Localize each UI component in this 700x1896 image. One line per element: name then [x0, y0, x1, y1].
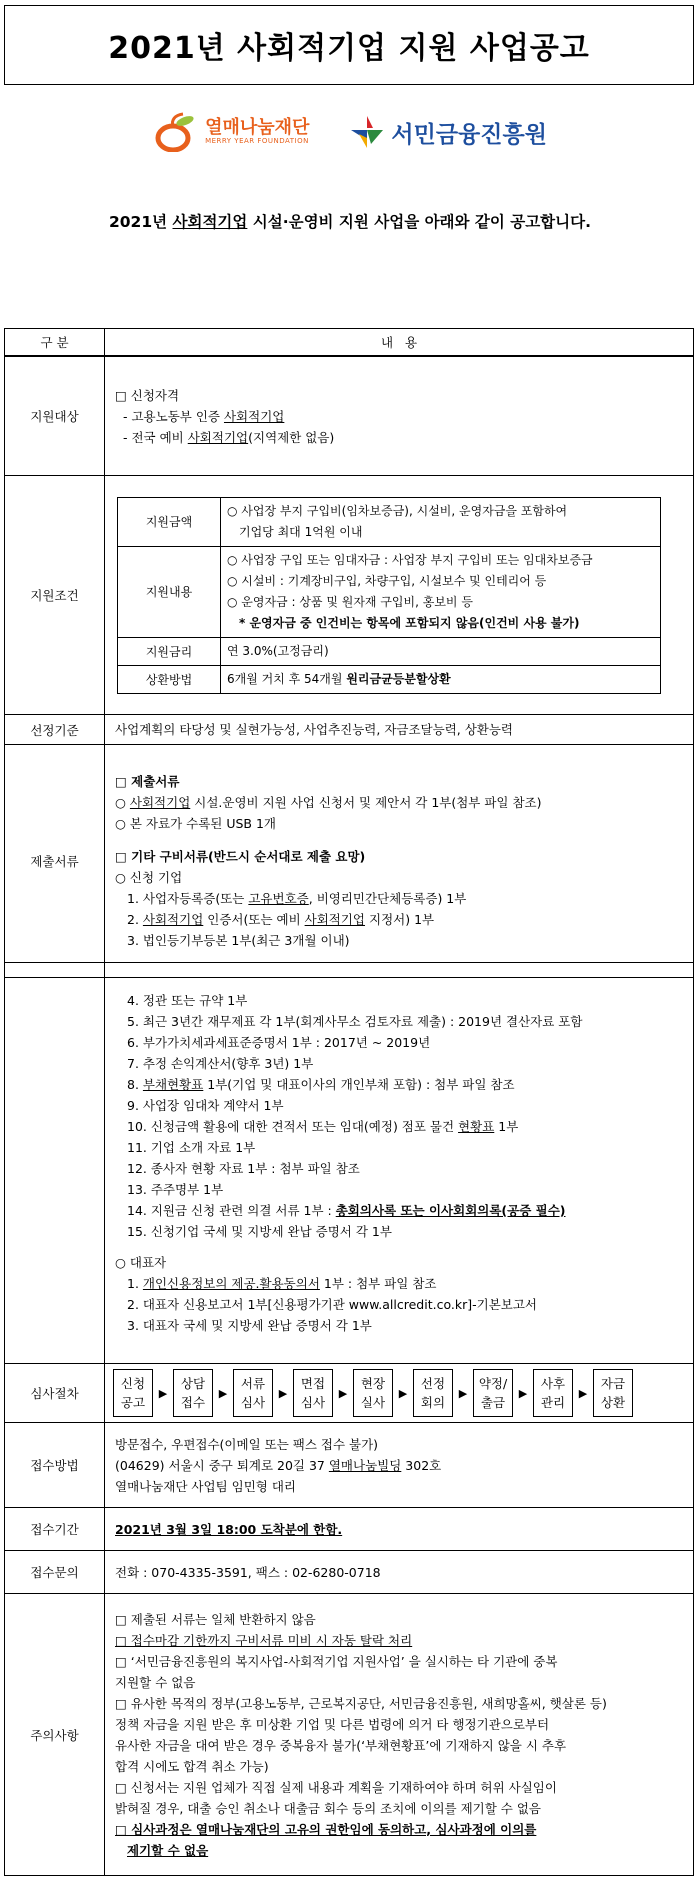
org2-name: 서민금융진흥원: [391, 121, 547, 148]
intro-sentence: 2021년 사회적기업 시설·운영비 지원 사업을 아래와 같이 공고합니다.: [108, 213, 591, 231]
row-documents-continued: 4. 정관 또는 규약 1부 5. 최근 3년간 재무제표 각 1부(회계사무소 검토자료 제출) : 2019년 결산자료 포함 6. 부가가치세과세표준증명서 1부 : 2017년 ~ 2019년 7. 추정 손익계산서(향후 3년) 1부 8. 부채현황표 1부(기업 및 대표이사의 개인부채 포함) : 첨부 파일 참조 9. 사업장 임대차 계약서 1부 10. 신청금액 활용에 대한 견적서 또는 임대(예정) 점포 물건 현황표 1부 11. 기업 소개 자료 1부 12. 종사자 현황 자료 1부 : 첨부 파일 참조 13. 주주명부 1부 14. 지원금 신청 관련 의결 서류 1부 : 총회의사록 또는 이사회회의록(공증 필수) 15. 신청기업 국세 및 지방세 완납 증명서 각 1부 ○ 대표자 1. 개인신용정보의 제공.활용동의서 1부 : 첨부 파일 참조 2. 대표자 신용보고서 1부[신용평가기관 www.allcredit.co.kr]-기본보고서 3. 대표자 국세 및 지방세 완납 증명서 각 1부: [5, 963, 694, 1364]
row-criteria: 선정기준 사업계획의 타당성 및 실현가능성, 사업추진능력, 자금조달능력, 상환능력: [5, 715, 694, 745]
row-conditions: [5, 476, 694, 715]
conditions-inner-table: 지원금액 ○ 사업장 부지 구입비(임차보증금), 시설비, 운영자금을 포함하여 기업당 최대 1억원 이내 지원내용 ○ 사업장 구입 또는 임대자금 : 사업장 부지 구입비 또는 임대차보증금 ○ 시설비 : 기계장비구입, 차량구입, 시설보수 및 인테리어 등 ○ 운영자금 : 상품 및 원자재 구입비, 홍보비 등 * 운영자금 중 인건비는 항목에 포함되지 않음(인건비 사용 불가) 지원금리 연 3.0%(고정금리) 상환방법 6개월 거치 후 54개월 원리금균등분할상환: [117, 497, 661, 694]
kinfa-emblem-icon: [349, 114, 385, 150]
step-box: 서류 심사: [233, 1369, 273, 1417]
announcement-table-1: [4, 328, 694, 978]
header-content: 내 용: [105, 329, 694, 357]
arrow-right-icon: ▶: [578, 1386, 588, 1400]
row-method: 접수방법 방문접수, 우편접수(이메일 또는 팩스 접수 불가) (04629) 서울시 중구 퇴계로 20길 37 열매나눔빌딩 302호 열매나눔재단 사업팀 임민형 대리: [5, 1423, 694, 1508]
step-box: 자금 상환: [593, 1369, 633, 1417]
label-target: 지원대상: [5, 356, 105, 476]
arrow-right-icon: ▶: [518, 1386, 528, 1400]
table-header-row: [5, 329, 694, 357]
header-category: 구 분: [5, 329, 105, 357]
page-title: 2021년 사회적기업 지원 사업공고: [4, 5, 694, 85]
arrow-right-icon: ▶: [398, 1386, 408, 1400]
arrow-right-icon: ▶: [338, 1386, 348, 1400]
arrow-right-icon: ▶: [218, 1386, 228, 1400]
kinfa-logo: [349, 110, 547, 154]
org1-name: 열매나눔재단: [205, 116, 310, 138]
row-notes: 주의사항 □ 제출된 서류는 일체 반환하지 않음 □ 접수마감 기한까지 구비서류 미비 시 자동 탈락 처리 □ ‘서민금융진흥원의 복지사업-사회적기업 지원사업’ 을 실시하는 타 기관에 중복 지원할 수 없음 □ 유사한 목적의 정부(고용노동부, 근로복지공단, 서민금융진흥원, 새희망홀씨, 햇살론 등) 정책 자금을 지원 받은 후 미상환 기업 및 다른 법령에 의거 타 행정기관으로부터 유사한 자금을 대여 받은 경우 중복융자 불가(‘부채현황표’에 기재하지 않을 시 추후 합격 시에도 합격 취소 가능) □ 신청서는 지원 업체가 직접 실제 내용과 계획을 기재하여야 하며 허위 사실임이 밝혀질 경우, 대출 승인 취소나 대출금 회수 등의 조치에 이의를 제기할 수 없음 □ 심사과정은 열매나눔재단의 고유의 권한임에 동의하고, 심사과정에 이의를 제기할 수 없음: [5, 1594, 694, 1876]
step-box: 신청 공고: [113, 1369, 153, 1417]
arrow-right-icon: ▶: [458, 1386, 468, 1400]
row-review: 심사절차 신청 공고 ▶ 상담 접수 ▶ 서류 심사 ▶ 면접 심사 ▶ 현장 실사 ▶ 선정 회의 ▶ 약정/ 출금 ▶ 사후 관리 ▶ 자금 상환: [5, 1364, 694, 1423]
step-box: 현장 실사: [353, 1369, 393, 1417]
step-box: 상담 접수: [173, 1369, 213, 1417]
merry-year-logo: [153, 110, 309, 154]
step-box: 사후 관리: [533, 1369, 573, 1417]
step-box: 약정/ 출금: [473, 1369, 513, 1417]
org1-subtitle: MERRY YEAR FOUNDATION: [205, 136, 309, 145]
step-box: 선정 회의: [413, 1369, 453, 1417]
label-conditions: 지원조건: [5, 476, 105, 715]
arrow-right-icon: ▶: [158, 1386, 168, 1400]
logo-row: [0, 110, 700, 154]
step-box: 면접 심사: [293, 1369, 333, 1417]
row-period: 접수기간 2021년 3월 3일 18:00 도착분에 한함.: [5, 1508, 694, 1551]
arrow-right-icon: ▶: [278, 1386, 288, 1400]
row-target: 지원대상 □ 신청자격 - 고용노동부 인증 사회적기업 - 전국 예비 사회적기업(지역제한 없음): [5, 356, 694, 476]
row-inquiry: 접수문의 전화 : 070-4335-3591, 팩스 : 02-6280-0718: [5, 1551, 694, 1594]
announcement-table-2: [4, 962, 694, 1876]
fruit-icon: [153, 112, 199, 152]
row-documents: 제출서류 □ 제출서류 ○ 사회적기업 시설.운영비 지원 사업 신청서 및 제안서 각 1부(첨부 파일 참조) ○ 본 자료가 수록된 USB 1개 □ 기타 구비서류(반드시 순서대로 제출 요망) ○ 신청 기업 1. 사업자등록증(또는 고유번호증, 비영리민간단체등록증) 1부 2. 사회적기업 인증서(또는 예비 사회적기업 지정서) 1부 3. 법인등기부등본 1부(최근 3개월 이내): [5, 745, 694, 978]
review-flow: [113, 1366, 685, 1420]
